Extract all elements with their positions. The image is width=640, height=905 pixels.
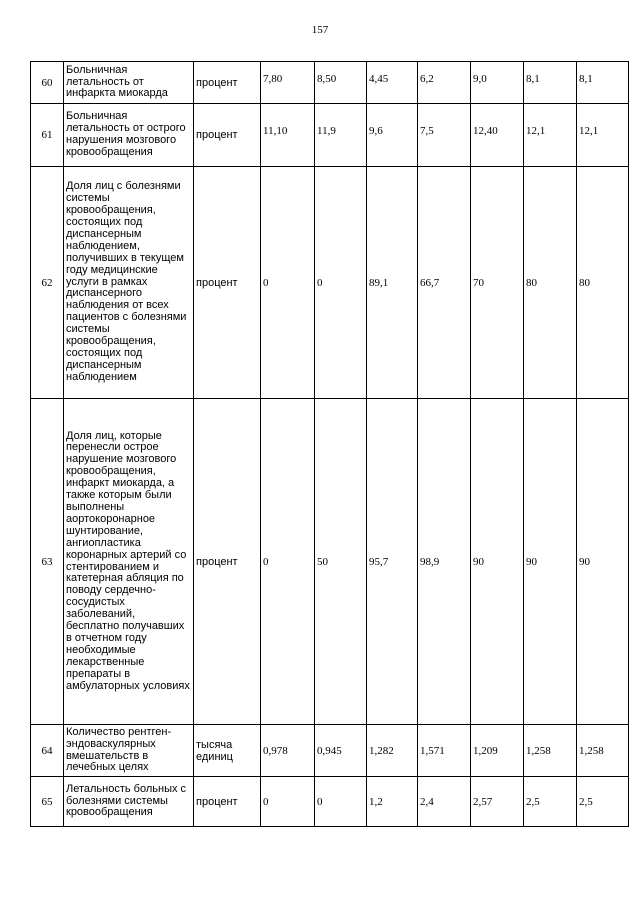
value-cell (261, 777, 315, 827)
indicator-name: Доля лиц с болезнями системы кровообращения, состоящих под диспансерным наблюдением, получивших в текущем году медицинские услуги в рамках диспансерного наблюдения от всех пациентов с болезнями системы кровообращения, состоящих под диспансерным наблюдением (64, 167, 194, 399)
value-text: 2,57 (473, 795, 493, 808)
value-cell (577, 62, 629, 104)
value-cell (577, 104, 629, 167)
row-number: 63 (31, 399, 64, 725)
value-cell (471, 399, 524, 725)
value-text: 95,7 (369, 555, 389, 568)
value-text: 1,258 (526, 744, 551, 757)
value-text: 12,1 (526, 125, 546, 137)
value-text: 80 (579, 276, 590, 289)
indicator-name: Доля лиц, которые перенесли острое нарушение мозгового кровообращения, инфаркт миокарда, а также которым были выполнены аортокоронарное шунтирование, ангиопластика коронарных артерий со стентированием и катетерная абляция по поводу сердечно-сосудистых заболеваний, бесплатно получавших в отчетном году необходимые лекарственные препараты в амбулаторных условиях (64, 399, 194, 725)
value-cell (524, 62, 577, 104)
value-text: 0,945 (317, 744, 342, 757)
value-text: 90 (579, 555, 590, 568)
value-text: 89,1 (369, 276, 389, 289)
value-text: 0 (263, 795, 269, 808)
value-cell (418, 62, 471, 104)
value-text: 7,80 (263, 72, 283, 85)
value-cell (577, 399, 629, 725)
table-row (31, 167, 629, 399)
value-cell (367, 167, 418, 399)
value-text: 12,1 (579, 125, 599, 137)
table-row (31, 725, 629, 777)
value-text: 90 (473, 555, 484, 568)
value-cell (261, 104, 315, 167)
value-cell (315, 725, 367, 777)
value-text: 11,9 (317, 125, 336, 137)
table-row (31, 777, 629, 827)
value-cell (471, 777, 524, 827)
table-row (31, 62, 629, 104)
value-cell (261, 62, 315, 104)
unit-cell: процент (194, 399, 261, 725)
value-cell (524, 399, 577, 725)
page-number: 157 (311, 24, 329, 36)
value-cell (367, 104, 418, 167)
value-cell (577, 725, 629, 777)
value-text: 2,4 (420, 795, 434, 808)
value-cell (471, 725, 524, 777)
value-cell (471, 104, 524, 167)
value-text: 1,571 (420, 744, 445, 757)
table-row (31, 104, 629, 167)
value-text: 0 (263, 276, 269, 289)
value-text: 4,45 (369, 72, 389, 85)
value-text: 98,9 (420, 555, 440, 568)
value-text: 50 (317, 555, 328, 568)
unit-cell: процент (194, 62, 261, 104)
value-text: 1,282 (369, 744, 394, 757)
value-text: 1,2 (369, 795, 383, 808)
indicator-name: Летальность больных с болезнями системы кровообращения (64, 777, 194, 827)
value-text: 0 (317, 276, 323, 289)
value-text: 0,978 (263, 744, 288, 757)
table-row (31, 399, 629, 725)
indicator-name: Больничная летальность от инфаркта миокарда (64, 62, 194, 104)
value-cell (261, 399, 315, 725)
value-text: 12,40 (473, 125, 498, 137)
value-cell (471, 167, 524, 399)
value-cell (315, 399, 367, 725)
value-text: 8,1 (526, 72, 540, 85)
value-cell (315, 167, 367, 399)
value-cell (315, 777, 367, 827)
value-text: 70 (473, 276, 484, 289)
value-text: 8,50 (317, 72, 337, 85)
value-cell (261, 167, 315, 399)
row-number: 60 (31, 62, 64, 104)
row-number: 64 (31, 725, 64, 777)
value-cell (367, 399, 418, 725)
value-cell (367, 62, 418, 104)
value-cell (418, 725, 471, 777)
value-cell (315, 62, 367, 104)
indicators-table (30, 61, 629, 827)
value-cell (471, 62, 524, 104)
value-cell (577, 777, 629, 827)
value-text: 2,5 (579, 795, 593, 808)
value-text: 11,10 (263, 125, 288, 137)
indicator-name: Количество рентген-эндоваскулярных вмешательств в лечебных целях (64, 725, 194, 777)
indicator-name: Больничная летальность от острого нарушения мозгового кровообращения (64, 104, 194, 167)
value-text: 8,1 (579, 72, 593, 85)
value-cell (524, 725, 577, 777)
value-cell (577, 167, 629, 399)
value-text: 66,7 (420, 276, 440, 289)
value-cell (261, 725, 315, 777)
value-cell (524, 104, 577, 167)
value-text: 80 (526, 276, 537, 289)
value-cell (524, 777, 577, 827)
value-text: 2,5 (526, 795, 540, 808)
value-text: 6,2 (420, 72, 434, 85)
value-cell (418, 167, 471, 399)
value-text: 0 (317, 795, 323, 808)
value-cell (367, 777, 418, 827)
value-cell (367, 725, 418, 777)
value-text: 9,0 (473, 72, 487, 85)
value-cell (524, 167, 577, 399)
unit-cell: процент (194, 167, 261, 399)
value-cell (418, 777, 471, 827)
value-text: 0 (263, 555, 269, 568)
value-cell (315, 104, 367, 167)
row-number: 65 (31, 777, 64, 827)
row-number: 61 (31, 104, 64, 167)
value-cell (418, 104, 471, 167)
value-cell (418, 399, 471, 725)
unit-cell: процент (194, 104, 261, 167)
value-text: 90 (526, 555, 537, 568)
unit-cell: тысяча единиц (194, 725, 261, 777)
value-text: 9,6 (369, 125, 383, 137)
value-text: 1,209 (473, 744, 498, 757)
value-text: 7,5 (420, 125, 434, 137)
value-text: 1,258 (579, 744, 604, 757)
row-number: 62 (31, 167, 64, 399)
unit-cell: процент (194, 777, 261, 827)
